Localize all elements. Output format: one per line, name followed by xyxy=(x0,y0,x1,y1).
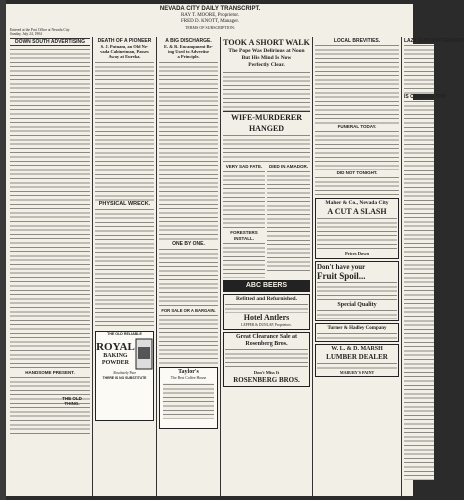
column-rule xyxy=(220,37,221,497)
headline-handsome-present: HANDSOME PRESENT. xyxy=(25,370,75,375)
ad-rosenberg-bros: ROSENBERG BROS. xyxy=(233,376,300,384)
ad-tagline: THE OLD RELIABLE xyxy=(107,332,142,336)
article-body xyxy=(159,314,218,364)
column-5 xyxy=(315,38,399,377)
maher-co-ad xyxy=(315,198,399,259)
subhead: The Pope Was Delirious at Noon xyxy=(228,48,305,54)
article-body xyxy=(10,48,90,368)
ad-body xyxy=(225,303,308,313)
headline-funeral: FUNERAL TODAY. xyxy=(337,124,377,129)
ad-maher: Maher & Co., Nevada City xyxy=(325,200,389,206)
ad-dont-miss: Don't Miss It xyxy=(253,370,280,375)
ad-taylors: Taylor's xyxy=(178,369,199,375)
ad-powder: POWDER xyxy=(101,360,129,366)
ad-body xyxy=(225,348,308,370)
ad-royal: ROYAL xyxy=(96,341,135,353)
masthead-date: Sunday, July 24, 1904 xyxy=(10,32,42,36)
ad-special-quality: Special Quality xyxy=(337,302,377,308)
headline-died-amador: DIED IN AMADOR. xyxy=(268,164,309,169)
ad-dont-have: Don't have your xyxy=(317,263,366,271)
headline-one-by-one: ONE BY ONE. xyxy=(172,241,205,247)
ad-coffee-house: The Best Coffee House xyxy=(170,376,207,380)
ad-body xyxy=(317,281,397,301)
ad-mabury: MABURY'S PAINT xyxy=(339,370,375,375)
ad-body xyxy=(317,217,397,251)
article-body xyxy=(267,170,310,272)
ad-proprietors: LEPPER & DUNLAP, Proprietors. xyxy=(241,323,292,327)
headline-for-sale: FOR SALE OR A BARGAIN. xyxy=(161,308,216,313)
baking-powder-can-icon xyxy=(135,337,153,371)
article-body xyxy=(159,61,218,241)
abc-beers-ad: ABC BEERS xyxy=(223,280,310,292)
headline-big-discharge: A BIG DISCHARGE. xyxy=(165,38,212,44)
ad-body xyxy=(317,309,397,319)
subhead: a Principle. xyxy=(177,54,200,59)
headline-physical-wreck: PHYSICAL WRECK. xyxy=(98,201,151,207)
article-body xyxy=(223,71,310,111)
ad-marsh: W. L. & D. MARSH xyxy=(331,346,383,352)
headline-local-brevities: LOCAL BREVITIES. xyxy=(333,38,381,44)
headline-old-thing: THE OLD THING. xyxy=(62,396,82,406)
article-body xyxy=(10,376,90,436)
column-4 xyxy=(223,38,310,387)
ad-no-substitute: THERE IS NO SUBSTITUTE xyxy=(102,375,147,380)
headline-foresters: FORESTERS INSTALL. xyxy=(230,230,258,241)
newspaper-page xyxy=(6,4,464,496)
ad-cut-slash: A CUT A SLASH xyxy=(327,207,387,216)
headline-took-short-walk: TOOK A SHORT WALK xyxy=(223,38,310,47)
masthead-title: NEVADA CITY DAILY TRANSCRIPT. xyxy=(159,6,261,12)
ad-refitted: Refitted and Refurnished. xyxy=(236,296,297,302)
article-body xyxy=(315,44,399,124)
article-body xyxy=(223,242,265,278)
headline-camping: IS CAMPING TRIP xyxy=(404,94,447,100)
fruit-ad xyxy=(315,261,399,321)
ad-rosenberg: Rosenberg Bros. xyxy=(245,341,288,347)
ad-baking: BAKING xyxy=(103,353,128,359)
taylors-ad xyxy=(159,367,218,429)
article-body xyxy=(223,134,310,164)
article-body xyxy=(404,100,434,480)
subhead: Away at Eureka. xyxy=(108,54,141,59)
masthead-manager: FRED D. KNOTT, Manager. xyxy=(181,19,239,24)
ad-fruit-spoil: Fruit Spoil... xyxy=(317,271,366,281)
column-3 xyxy=(159,38,218,429)
column-rule xyxy=(156,37,157,497)
subhead: E. & R. Encampment Be- xyxy=(164,44,213,49)
masthead-proprietor: RAY T. MOORE, Proprietor. xyxy=(180,13,240,18)
subhead: ing Used to Advertise xyxy=(168,49,209,54)
ad-lumber: LUMBER DEALER xyxy=(326,353,388,361)
marsh-lumber-ad xyxy=(315,344,399,377)
hotel-antlers-ad xyxy=(223,294,310,330)
article-body xyxy=(95,208,154,328)
headline-lazy-super: LAZY SUPERINTENDENT xyxy=(404,38,464,44)
royal-baking-powder-ad xyxy=(95,331,154,421)
masthead-entered: Entered at the Post Office at Nevada City xyxy=(10,28,70,32)
ad-turner: Turner & Hadley Company xyxy=(327,326,387,331)
headline-wife-murderer: WIFE-MURDERER HANGED xyxy=(223,111,310,134)
headline-very-sad-fate: VERY SAD FATE. xyxy=(225,164,263,169)
turner-hadley-ad xyxy=(315,323,399,342)
column-rule xyxy=(401,37,402,497)
article-body xyxy=(404,44,434,94)
article-body xyxy=(223,170,265,230)
subhead: S. J. Putnam, an Old Ne- xyxy=(100,44,149,49)
masthead-terms: TERMS OF SUBSCRIPTION: xyxy=(184,25,235,30)
ad-clearance: Great Clearance Sale at xyxy=(235,334,298,340)
ad-body xyxy=(317,332,397,340)
article-body xyxy=(95,61,154,201)
ad-absolutely-pure: Absolutely Pure xyxy=(112,371,137,375)
subhead: But His Mind Is Now xyxy=(241,55,292,61)
column-rule xyxy=(312,37,313,497)
subhead: vada Cabinetman, Passes xyxy=(100,49,149,54)
headline-death-of-pioneer: DEATH OF A PIONEER xyxy=(97,38,152,44)
subhead: Perfectly Clear. xyxy=(248,62,285,68)
article-body xyxy=(159,248,218,308)
headline-did-not: DID NOT TONIGHT. xyxy=(336,170,378,175)
article-body xyxy=(315,130,399,170)
column-rule xyxy=(92,37,93,497)
column-2 xyxy=(95,38,154,421)
ad-prices: Prices Down xyxy=(344,251,370,256)
column-6 xyxy=(404,38,464,480)
article-body xyxy=(315,176,399,196)
headline-down-south: DOWN SOUTH ADVERTISING xyxy=(10,38,90,46)
rosenberg-clearance-ad xyxy=(223,332,310,387)
ad-hotel-antlers: Hotel Antlers xyxy=(243,313,290,322)
ad-body xyxy=(163,383,214,419)
column-1 xyxy=(10,38,90,436)
ad-body xyxy=(317,362,397,370)
